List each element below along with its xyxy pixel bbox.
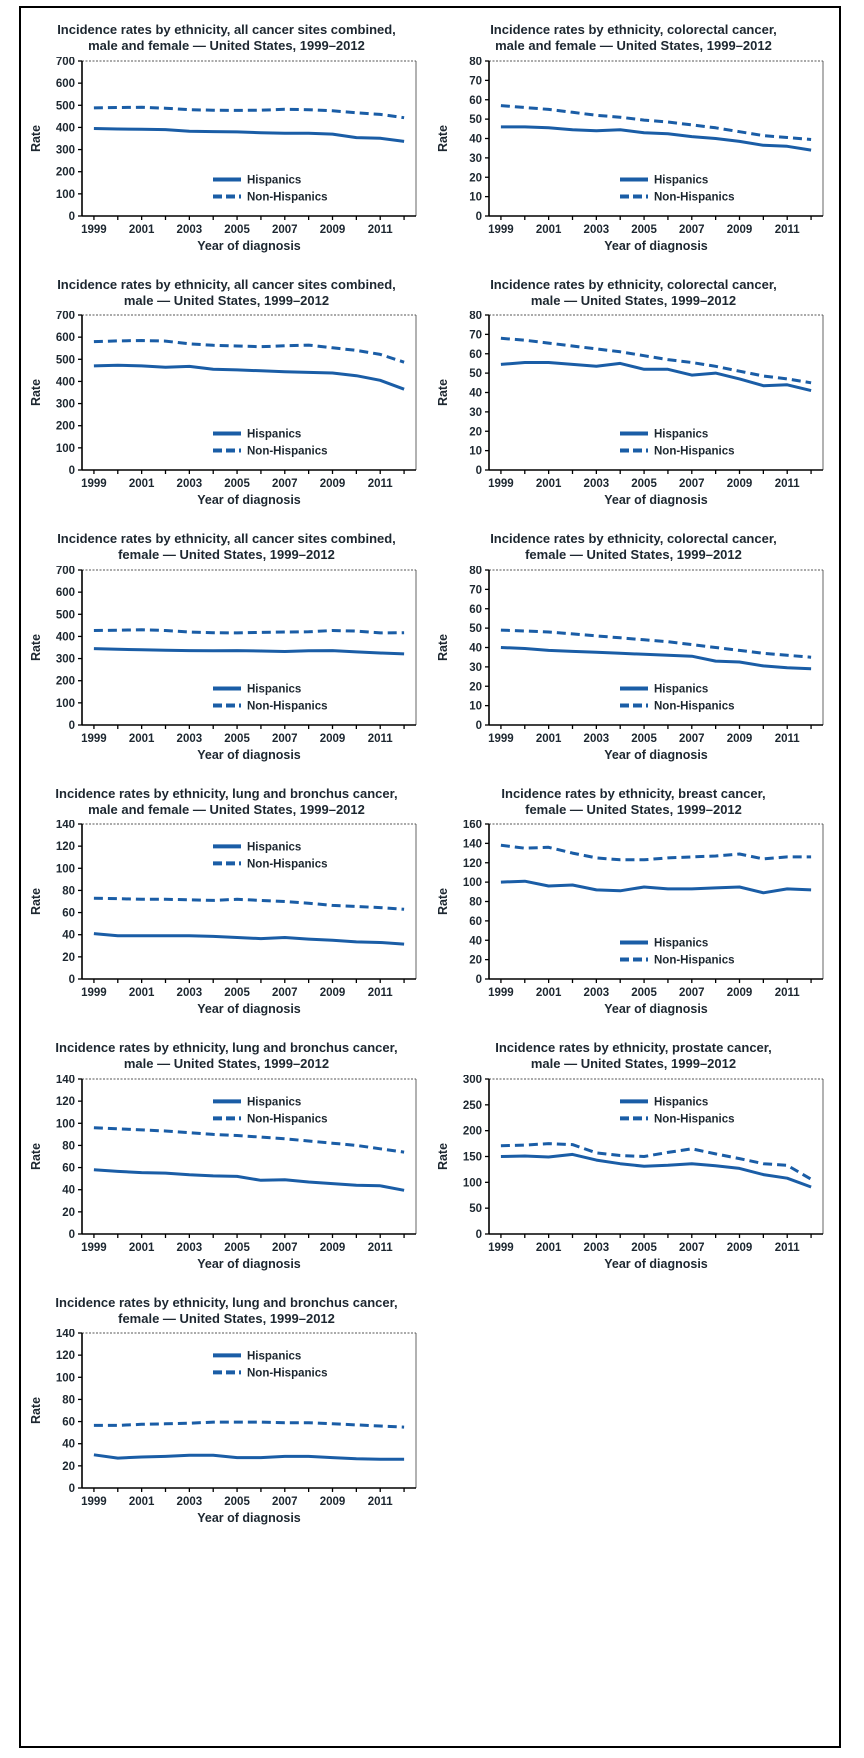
series-line-hispanics [93,365,403,389]
y-tick-label: 600 [55,77,75,90]
y-tick-label: 50 [468,622,482,635]
y-axis-title: Rate [435,1142,450,1170]
chart-title [57,531,396,564]
chart-title-line1: Incidence rates by ethnicity, lung and bronchus cancer, [55,785,398,801]
x-tick-label: 1999 [80,987,107,999]
x-tick-label: 2011 [367,478,393,490]
legend-label: Non-Hispanics [653,954,735,967]
series-line-hispanics [500,1154,810,1187]
series-line-hispanics [93,1455,403,1459]
x-tick-label: 2005 [630,732,657,745]
y-axis-title: Rate [28,1396,43,1425]
series-line-hispanics [500,126,810,149]
x-tick-label: 2007 [271,987,298,999]
chart-plot [433,566,835,774]
y-tick-label: 50 [468,368,482,381]
x-tick-label: 2003 [176,732,202,745]
legend-label: Non-Hispanics [246,1112,328,1125]
x-tick-label: 2009 [319,987,345,999]
y-tick-label: 80 [61,1394,75,1407]
legend-label: Hispanics [653,428,708,441]
y-tick-label: 600 [55,586,75,599]
y-tick-label: 500 [55,608,75,621]
y-tick-label: 0 [475,465,482,477]
y-tick-label: 40 [468,387,482,400]
legend-label: Hispanics [246,173,301,186]
chart-lung-bronchus-male-female [23,786,430,1029]
y-tick-label: 80 [61,1139,75,1152]
legend-label: Hispanics [653,682,708,695]
y-tick-label: 80 [468,311,482,322]
legend-label: Non-Hispanics [653,445,735,458]
y-tick-label: 500 [55,99,75,112]
y-tick-label: 80 [468,56,482,68]
x-tick-label: 2005 [630,223,657,236]
y-tick-label: 140 [55,820,75,831]
x-tick-label: 2009 [726,1241,752,1254]
x-tick-label: 2001 [535,1241,561,1254]
y-tick-label: 140 [462,838,482,851]
y-tick-label: 200 [462,1125,482,1138]
y-tick-label: 0 [475,210,482,223]
chart-lung-bronchus-male [23,1040,430,1283]
y-tick-label: 700 [55,311,75,322]
x-tick-label: 2001 [535,987,561,999]
x-tick-label: 2009 [319,1496,345,1508]
x-tick-label: 2007 [271,1496,298,1508]
y-tick-label: 70 [468,583,482,596]
y-tick-label: 300 [55,144,75,157]
x-tick-label: 1999 [80,1241,107,1254]
x-tick-label: 1999 [80,732,107,745]
chart-prostate-male [430,1040,837,1283]
chart-breast-female [430,786,837,1029]
x-axis-title: Year of diagnosis [196,1002,301,1016]
chart-plot [433,820,835,1028]
chart-title-line2: male — United States, 1999–2012 [123,292,330,308]
x-tick-label: 2009 [319,1241,345,1254]
x-tick-label: 2011 [774,987,800,999]
y-tick-label: 250 [462,1099,482,1112]
legend-label: Non-Hispanics [246,445,328,458]
y-tick-label: 40 [468,935,482,948]
x-tick-label: 1999 [487,1241,514,1254]
y-tick-label: 120 [55,1095,75,1108]
legend-label: Hispanics [653,937,708,950]
series-line-non-hispanics [93,1127,403,1151]
x-tick-label: 2009 [726,987,752,999]
series-line-hispanics [93,934,403,945]
x-tick-label: 2011 [367,732,393,745]
chart-title [490,22,777,55]
x-tick-label: 2001 [128,1241,154,1254]
chart-title [55,786,397,819]
x-tick-label: 2009 [319,223,345,236]
x-tick-label: 2001 [128,223,154,236]
chart-title [490,277,777,310]
y-axis-title: Rate [28,887,43,916]
x-tick-label: 2003 [176,223,202,236]
x-tick-label: 1999 [487,732,514,745]
x-tick-label: 2007 [678,987,705,999]
chart-plot [26,566,428,774]
y-tick-label: 600 [55,332,75,345]
x-tick-label: 2003 [583,478,609,490]
legend-label: Hispanics [246,1095,301,1108]
y-tick-label: 100 [55,697,75,710]
x-axis-title: Year of diagnosis [196,1256,301,1271]
x-tick-label: 2005 [223,223,250,236]
chart-title [57,277,396,310]
chart-title-line1: Incidence rates by ethnicity, lung and bronchus cancer, [55,1294,398,1310]
x-tick-label: 2001 [128,478,154,490]
y-tick-label: 100 [462,877,482,890]
x-tick-label: 2001 [128,987,154,999]
x-axis-title: Year of diagnosis [603,493,708,507]
y-tick-label: 20 [468,680,482,693]
chart-title-line2: male — United States, 1999–2012 [530,292,737,308]
x-tick-label: 2005 [223,732,250,745]
x-tick-label: 2011 [367,223,393,236]
x-tick-label: 2005 [223,1241,250,1254]
x-tick-label: 1999 [80,223,107,236]
chart-title-line1: Incidence rates by ethnicity, colorectal cancer, [490,276,777,292]
x-axis-title: Year of diagnosis [603,747,708,762]
series-line-non-hispanics [500,845,810,860]
y-axis-title: Rate [28,124,43,152]
x-tick-label: 2003 [176,1496,202,1508]
legend-label: Hispanics [653,173,708,186]
chart-title-line2: male — United States, 1999–2012 [123,1056,330,1072]
y-tick-label: 30 [468,406,482,419]
y-tick-label: 100 [55,1117,75,1130]
chart-colorectal-female [430,531,837,774]
y-tick-label: 40 [468,642,482,654]
y-tick-label: 0 [68,1228,75,1241]
y-tick-label: 0 [475,974,482,986]
y-tick-label: 60 [468,915,482,928]
x-tick-label: 1999 [487,987,514,999]
y-tick-label: 100 [55,1372,75,1385]
chart-all-cancer-male-female [23,22,430,265]
y-tick-label: 300 [462,1074,482,1086]
y-tick-label: 100 [55,442,75,455]
x-tick-label: 1999 [80,478,107,490]
y-axis-title: Rate [435,887,450,916]
chart-title [55,1040,397,1073]
chart-title-line2: male and female — United States, 1999–2012 [88,38,365,54]
x-tick-label: 2001 [128,732,154,745]
y-axis-title: Rate [28,633,43,661]
y-tick-label: 100 [462,1176,482,1189]
chart-plot [433,311,835,519]
chart-plot [26,1075,428,1283]
y-tick-label: 100 [55,863,75,876]
y-tick-label: 20 [61,951,75,964]
chart-plot [26,311,428,519]
chart-plot [433,1075,835,1283]
y-tick-label: 200 [55,420,75,433]
y-tick-label: 30 [468,152,482,165]
x-tick-label: 2003 [583,732,609,745]
y-tick-label: 40 [61,929,75,942]
x-tick-label: 1999 [487,478,514,490]
chart-title [501,786,765,819]
x-tick-label: 2007 [678,1241,705,1254]
y-tick-label: 20 [468,954,482,967]
y-tick-label: 0 [68,719,75,732]
x-tick-label: 1999 [487,223,514,236]
x-tick-label: 2011 [367,1241,393,1254]
series-line-hispanics [500,881,810,893]
y-tick-label: 400 [55,630,75,643]
x-tick-label: 2009 [726,478,752,490]
x-axis-title: Year of diagnosis [603,238,708,253]
legend-label: Non-Hispanics [246,858,328,871]
y-tick-label: 200 [55,675,75,688]
x-tick-label: 2011 [774,478,800,490]
y-tick-label: 60 [468,603,482,616]
chart-title-line1: Incidence rates by ethnicity, all cancer sites combined, [57,531,396,546]
y-tick-label: 0 [68,465,75,477]
y-tick-label: 400 [55,376,75,389]
legend-label: Non-Hispanics [246,1367,328,1380]
x-tick-label: 2001 [535,732,561,745]
x-tick-label: 2001 [535,223,561,236]
y-axis-title: Rate [28,1142,43,1170]
x-tick-label: 2007 [678,478,705,490]
y-tick-label: 700 [55,56,75,68]
x-tick-label: 2007 [271,732,298,745]
series-line-hispanics [93,1169,403,1190]
series-line-non-hispanics [93,898,403,909]
y-tick-label: 100 [55,188,75,201]
chart-plot [433,57,835,265]
legend-label: Hispanics [246,841,301,854]
y-tick-label: 0 [68,974,75,986]
chart-grid [21,8,839,1537]
y-tick-label: 500 [55,354,75,367]
x-tick-label: 2005 [630,987,657,999]
y-tick-label: 20 [61,1460,75,1473]
chart-title-line1: Incidence rates by ethnicity, colorectal cancer, [490,531,777,546]
y-tick-label: 200 [55,166,75,179]
chart-title-line2: female — United States, 1999–2012 [118,547,335,563]
x-axis-title: Year of diagnosis [196,493,301,507]
x-tick-label: 2005 [630,478,657,490]
series-line-non-hispanics [500,630,810,657]
x-tick-label: 2003 [176,987,202,999]
x-tick-label: 2005 [223,1496,250,1508]
y-tick-label: 60 [468,348,482,361]
chart-colorectal-male [430,277,837,520]
legend-label: Non-Hispanics [246,700,328,712]
x-tick-label: 2011 [774,732,800,745]
x-tick-label: 2009 [726,223,752,236]
y-tick-label: 0 [68,210,75,223]
legend-label: Hispanics [246,1350,301,1363]
x-tick-label: 2007 [271,223,298,236]
y-tick-label: 150 [462,1151,482,1163]
x-tick-label: 2003 [583,987,609,999]
y-tick-label: 60 [468,94,482,107]
y-tick-label: 20 [468,426,482,439]
x-tick-label: 2005 [223,987,250,999]
series-line-non-hispanics [93,341,403,363]
x-tick-label: 2005 [630,1241,657,1254]
x-axis-title: Year of diagnosis [196,1511,301,1525]
chart-title-line2: female — United States, 1999–2012 [525,547,742,563]
x-tick-label: 2011 [774,1241,800,1254]
y-tick-label: 40 [468,133,482,145]
x-axis-title: Year of diagnosis [603,1002,708,1016]
y-tick-label: 140 [55,1329,75,1340]
chart-title-line2: male and female — United States, 1999–2012 [495,38,772,54]
y-tick-label: 120 [55,1350,75,1363]
series-line-non-hispanics [500,338,810,383]
legend-label: Non-Hispanics [653,700,735,712]
chart-title [490,531,777,564]
y-axis-title: Rate [28,378,43,407]
legend-label: Non-Hispanics [653,1112,735,1125]
y-tick-label: 20 [61,1206,75,1219]
x-tick-label: 2009 [319,732,345,745]
legend-label: Non-Hispanics [246,191,328,203]
chart-title-line1: Incidence rates by ethnicity, colorectal cancer, [490,22,777,37]
legend-label: Non-Hispanics [653,191,735,203]
chart-colorectal-male-female [430,22,837,265]
x-tick-label: 2007 [271,478,298,490]
chart-title [495,1040,771,1073]
y-tick-label: 300 [55,398,75,411]
x-tick-label: 2007 [271,1241,298,1254]
x-axis-title: Year of diagnosis [196,238,301,253]
legend-label: Hispanics [246,428,301,441]
y-tick-label: 120 [462,857,482,870]
y-tick-label: 60 [61,1162,75,1175]
x-tick-label: 2001 [535,478,561,490]
y-axis-title: Rate [435,633,450,661]
chart-all-cancer-female [23,531,430,774]
series-line-non-hispanics [93,107,403,117]
chart-plot [26,1329,428,1537]
series-line-hispanics [93,648,403,653]
x-tick-label: 2003 [583,1241,609,1254]
y-tick-label: 700 [55,565,75,577]
y-tick-label: 20 [468,171,482,184]
x-tick-label: 2007 [678,223,705,236]
y-tick-label: 80 [468,565,482,577]
y-tick-label: 160 [462,820,482,831]
x-tick-label: 2001 [128,1496,154,1508]
y-tick-label: 0 [68,1483,75,1495]
y-tick-label: 80 [61,885,75,898]
y-tick-label: 50 [468,113,482,126]
y-tick-label: 140 [55,1074,75,1086]
y-tick-label: 300 [55,653,75,666]
x-tick-label: 2011 [774,223,800,236]
y-tick-label: 10 [468,700,482,713]
chart-title [57,22,396,55]
x-tick-label: 2011 [367,987,393,999]
x-tick-label: 1999 [80,1496,107,1508]
chart-title-line2: female — United States, 1999–2012 [525,801,742,817]
x-tick-label: 2011 [367,1496,393,1508]
x-tick-label: 2009 [319,478,345,490]
y-tick-label: 10 [468,445,482,458]
chart-plot [26,820,428,1028]
chart-title-line2: male and female — United States, 1999–2012 [88,801,365,817]
figure-frame [19,6,841,1748]
x-axis-title: Year of diagnosis [196,747,301,762]
chart-title-line1: Incidence rates by ethnicity, breast cancer, [501,785,766,801]
chart-title-line1: Incidence rates by ethnicity, prostate cancer, [495,1040,772,1055]
y-tick-label: 80 [468,896,482,909]
y-tick-label: 70 [468,74,482,87]
y-tick-label: 120 [55,841,75,854]
x-axis-title: Year of diagnosis [603,1256,708,1271]
y-tick-label: 30 [468,661,482,674]
x-tick-label: 2009 [726,732,752,745]
chart-title-line1: Incidence rates by ethnicity, lung and bronchus cancer, [55,1040,398,1055]
chart-plot [26,57,428,265]
series-line-hispanics [93,128,403,141]
legend-label: Hispanics [246,682,301,695]
chart-all-cancer-male [23,277,430,520]
y-tick-label: 50 [468,1202,482,1215]
chart-title-line2: male — United States, 1999–2012 [530,1056,737,1072]
series-line-non-hispanics [93,629,403,632]
x-tick-label: 2005 [223,478,250,490]
y-tick-label: 10 [468,191,482,204]
y-axis-title: Rate [435,378,450,407]
y-tick-label: 60 [61,1416,75,1429]
series-line-non-hispanics [93,1422,403,1427]
series-line-hispanics [500,647,810,668]
y-tick-label: 0 [475,719,482,732]
y-tick-label: 40 [61,1184,75,1197]
x-tick-label: 2003 [583,223,609,236]
y-tick-label: 70 [468,329,482,342]
y-axis-title: Rate [435,124,450,152]
chart-title-line2: female — United States, 1999–2012 [118,1310,335,1326]
x-tick-label: 2003 [176,1241,202,1254]
legend-label: Hispanics [653,1095,708,1108]
y-tick-label: 40 [61,1438,75,1451]
chart-title [55,1295,397,1328]
y-tick-label: 400 [55,121,75,134]
chart-title-line1: Incidence rates by ethnicity, all cancer sites combined, [57,276,396,292]
x-tick-label: 2003 [176,478,202,490]
chart-lung-bronchus-female [23,1295,430,1538]
y-tick-label: 60 [61,907,75,920]
chart-title-line1: Incidence rates by ethnicity, all cancer sites combined, [57,22,396,37]
y-tick-label: 0 [475,1228,482,1241]
x-tick-label: 2007 [678,732,705,745]
